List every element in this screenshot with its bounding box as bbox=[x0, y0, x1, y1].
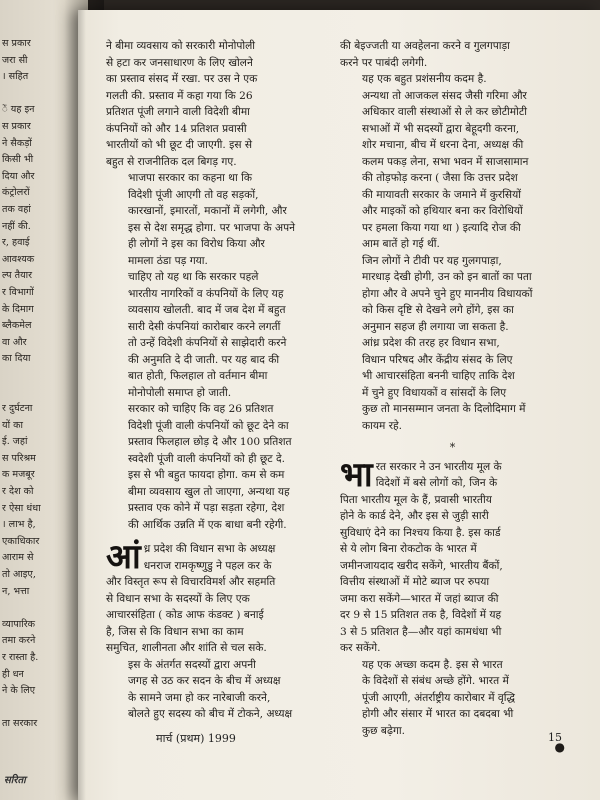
text-line: प्रस्ताव एक कोने में पड़ा सड़ता रहेगा, देश bbox=[128, 502, 285, 514]
text-line: कलम पकड़ लेना, सभा भवन में साजसामान bbox=[362, 155, 529, 168]
facing-page-line bbox=[2, 86, 70, 103]
text-line: से हटा कर जनसाधारण के लिए खोलने bbox=[106, 56, 253, 69]
paragraph-with-dropcap bbox=[340, 454, 565, 657]
text-line: जगह से उठ कर सदन के बीच में अध्यक्ष bbox=[128, 675, 281, 687]
text-line: कुछ तो मानसम्मान जनता के दिलोदिमाग में bbox=[362, 403, 526, 415]
facing-page-line: । सहित bbox=[2, 71, 29, 83]
text-line: ध्र प्रदेश की विधान सभा के अध्यक्ष bbox=[143, 543, 276, 555]
issue-date: मार्च (प्रथम) 1999 bbox=[156, 732, 236, 745]
drop-cap: भा bbox=[340, 454, 373, 495]
facing-page-line: र ऐसा धंधा bbox=[2, 502, 41, 514]
page-number: 15 bbox=[548, 731, 562, 744]
text-line: जमीनजायदाद खरीद सकेंगे, भारतीय बैंकों, bbox=[340, 559, 503, 572]
drop-cap: आं bbox=[106, 537, 141, 577]
page-footer bbox=[78, 731, 600, 751]
text-line: बीमा व्यवसाय खुल तो जाएगा, अन्यथा यह bbox=[128, 485, 290, 498]
text-line: आंध्र प्रदेश की तरह हर विधान सभा, bbox=[362, 337, 500, 349]
text-line: की आर्थिक उन्नति में एक बाधा बनी रहेगी. bbox=[128, 518, 287, 531]
text-line: भी आचारसंहिता बननी चाहिए ताकि देश bbox=[362, 370, 515, 382]
text-line: तो उन्हें विदेशी कंपनियों से साझेदारी करने bbox=[128, 337, 287, 349]
text-line: यह एक बहुत प्रशंसनीय कदम है. bbox=[362, 73, 487, 85]
facing-page-line bbox=[2, 600, 70, 617]
text-line: सभाओं में भी सदस्यों द्वारा बेहूदगी करना, bbox=[362, 122, 520, 135]
paragraph bbox=[340, 71, 565, 253]
facing-page-line: र रास्ता है. bbox=[2, 651, 39, 663]
text-line: कारखानों, इमारतों, मकानों में लगेगी, और bbox=[128, 205, 287, 217]
facing-page-line: ही धन bbox=[2, 668, 24, 680]
text-line: गलती की. प्रस्ताव में कहा गया कि 26 bbox=[106, 89, 253, 102]
facing-page-line: दिया और bbox=[2, 170, 35, 182]
text-line: बात होती, फिलहाल तो वर्तमान बीमा bbox=[128, 370, 268, 382]
text-line: भाजपा सरकार का कहना था कि bbox=[128, 172, 253, 184]
text-line: को किस दृष्टि से देखने लगे होंगे, इस का bbox=[362, 304, 514, 316]
facing-page-line: ब्लैकमेल bbox=[2, 320, 32, 332]
paragraph bbox=[106, 657, 328, 723]
text-line: जिन लोगों ने टीवी पर यह गुलगपाड़ा, bbox=[362, 254, 502, 267]
facing-page-line: ें यह इन bbox=[2, 104, 35, 116]
text-line: और माइकों को हथियार बना कर विरोधियों bbox=[362, 205, 523, 217]
text-line: समुचित, शालीनता और शांति से चल सके. bbox=[106, 642, 267, 654]
text-line: सुविधाएं देने का निश्चय किया है. इस कार्ड bbox=[340, 526, 501, 539]
facing-page-text bbox=[2, 36, 70, 733]
facing-page-line bbox=[2, 384, 70, 401]
facing-page-line: र विभागों bbox=[2, 286, 34, 298]
text-line: ने बीमा व्यवसाय को सरकारी मोनोपोली bbox=[106, 40, 256, 52]
magazine-page bbox=[78, 10, 600, 800]
text-line: भारतीय नागरिकों व कंपनियों के लिए यह bbox=[128, 287, 284, 300]
facing-page-line: । लाभ है, bbox=[2, 519, 36, 531]
facing-page-line: ने सैकड़ों bbox=[2, 137, 32, 149]
text-line: सारी देसी कंपनियां कारोबार करने लगतीं bbox=[128, 320, 281, 333]
text-line: बहुत से राजनीतिक दल बिगड़ गए. bbox=[106, 155, 237, 168]
facing-page-line: किसी भी bbox=[2, 154, 34, 166]
text-line: प्रस्ताव फिलहाल छोड़ दे और 100 प्रतिशत bbox=[128, 436, 292, 448]
facing-page-line: एकाधिकार bbox=[2, 535, 40, 547]
facing-page-line: का दिया bbox=[2, 353, 31, 365]
text-line: के विदेशों से संबंध अच्छे होंगे. भारत में bbox=[362, 675, 509, 687]
text-line: आचारसंहिता ( कोड आफ कंडक्ट ) बनाई bbox=[106, 609, 264, 621]
text-line: व्यवसाय खोलती. बाद में जब देश में बहुत bbox=[128, 304, 286, 316]
facing-page-footer: सरिता bbox=[4, 775, 26, 786]
facing-page-line: नहीं की. bbox=[2, 220, 31, 232]
facing-page-line: ल्प तैयार bbox=[2, 270, 33, 282]
text-line: अन्यथा तो आजकल संसद जैसी गरिमा और bbox=[362, 89, 527, 102]
text-line: और विस्तृत रूप से विचारविमर्श और सहमति bbox=[106, 576, 276, 588]
text-line: धनराज रामकृष्णुडु ने पहल कर के bbox=[143, 559, 272, 572]
text-line: का प्रस्ताव संसद में रखा. पर उस ने एक bbox=[106, 73, 258, 85]
text-line: 3 से 5 प्रतिशत है—और यहां कामधंधा भी bbox=[340, 625, 502, 638]
text-line: दर 9 से 15 प्रतिशत तक है, विदेशों में यह bbox=[340, 609, 502, 621]
text-line: कुछ बढ़ेगा. bbox=[362, 724, 406, 737]
text-line: पिता भारतीय मूल के हैं, प्रवासी भारतीय bbox=[340, 493, 492, 506]
text-line: होगा और वे अपने चुने हुए माननीय विधायकों bbox=[362, 287, 533, 300]
facing-page-line: क मजबूर bbox=[2, 469, 35, 481]
facing-page-line: र, हवाई bbox=[2, 237, 30, 249]
text-line: चाहिए तो यह था कि सरकार पहले bbox=[128, 271, 259, 283]
paragraph-with-dropcap bbox=[106, 537, 328, 657]
facing-page-line: कंट्रोलरों bbox=[2, 187, 30, 199]
text-line: अधिकार वाली संस्थाओं से ले कर छोटीमोटी bbox=[362, 106, 527, 118]
facing-page-line: ने के लिए bbox=[2, 685, 36, 697]
text-line: विधान परिषद और केंद्रीय संसद के लिए bbox=[362, 353, 513, 366]
facing-page-line: जरा सी bbox=[2, 54, 28, 66]
text-line: से विधान सभा के सदस्यों के लिए एक bbox=[106, 592, 250, 605]
column-1 bbox=[106, 38, 328, 723]
text-line: होने के कार्ड देने, और इस से जुड़ी सारी bbox=[340, 510, 489, 522]
facing-page-line: ई. जहां bbox=[2, 436, 28, 448]
facing-page-line: आवश्यक bbox=[2, 253, 35, 265]
text-line: शोर मचाना, बीच में धरना देना, अध्यक्ष की bbox=[362, 139, 524, 151]
text-line: मारधाड़ देखी होगी, उन को इन बातों का पता bbox=[362, 271, 532, 283]
facing-page-line: न, भत्ता bbox=[2, 585, 30, 597]
text-line: विदेशी पूंजी आएगी तो वह सड़कों, bbox=[128, 188, 259, 201]
text-line: की मायावती सरकार के जमाने में कुरसियों bbox=[362, 188, 521, 201]
facing-page-line: स प्रकार bbox=[2, 120, 31, 132]
text-line: की अनुमति दे दी जाती. पर यह बाद की bbox=[128, 353, 280, 366]
text-line: कायम रहे. bbox=[362, 419, 403, 432]
text-line: आम बातें हो गई थीं. bbox=[362, 238, 440, 250]
text-line: ही लोगों ने इस का विरोध किया और bbox=[128, 238, 265, 250]
text-line: इस से भी बहुत फायदा होगा. कम से कम bbox=[128, 469, 285, 481]
paragraph bbox=[340, 38, 565, 71]
facing-page-line: र देश को bbox=[2, 486, 34, 498]
text-line: रत सरकार ने उन भारतीय मूल के bbox=[375, 460, 502, 473]
text-line: कर सकेंगे. bbox=[340, 642, 381, 654]
text-line: पूंजी आएगी, अंतर्राष्ट्रीय कारोबार में वृद्धि bbox=[362, 691, 516, 704]
facing-page-line bbox=[2, 368, 70, 385]
text-line: मोनोपोली समाप्त हो जाती. bbox=[128, 386, 232, 399]
text-line: वित्तीय संस्थाओं में मोटे ब्याज पर रुपया bbox=[340, 576, 490, 588]
paragraph bbox=[340, 657, 565, 740]
text-line: कंपनियों को और 14 प्रतिशत प्रवासी bbox=[106, 122, 247, 135]
text-line: विदेशी पूंजी वाली कंपनियों को छूट देने का bbox=[128, 419, 289, 432]
text-line: इस के अंतर्गत सदस्यों द्वारा अपनी bbox=[128, 658, 256, 671]
text-line: से ये लोग बिना रोकटोक के भारत में bbox=[340, 543, 477, 555]
section-separator: * bbox=[449, 441, 456, 454]
text-line: अनुमान सहज ही लगाया जा सकता है. bbox=[362, 320, 509, 333]
text-line: स्वदेशी पूंजी वाली कंपनियों को ही छूट दे. bbox=[128, 452, 286, 465]
text-line: सरकार को चाहिए कि वह 26 प्रतिशत bbox=[128, 403, 274, 415]
facing-page-line: तो आइए, bbox=[2, 569, 36, 580]
text-line: विदेशों में बसे लोगों को, जिन के bbox=[375, 477, 498, 489]
column-2 bbox=[340, 38, 565, 756]
text-line: की तोड़फोड़ करना ( जैसा कि उत्तर प्रदेश bbox=[362, 172, 518, 184]
facing-page-line: तक वहां bbox=[2, 203, 31, 215]
facing-page-line: स परिश्रम bbox=[2, 452, 36, 464]
facing-page-line bbox=[2, 700, 70, 717]
text-line: है, जिस से कि विधान सभा का काम bbox=[106, 625, 244, 638]
paragraph bbox=[340, 335, 565, 434]
paragraph bbox=[106, 401, 328, 533]
text-line: की बेइज्जती या अवहेलना करने व गुलगपाड़ा bbox=[340, 40, 510, 52]
paragraph bbox=[340, 253, 565, 336]
facing-page-line: वा और bbox=[2, 336, 27, 348]
text-line: यह एक अच्छा कदम है. इस से भारत bbox=[362, 658, 503, 671]
facing-page-line: व्यापारिक bbox=[2, 618, 36, 630]
facing-page-line: आराम से bbox=[2, 552, 34, 564]
text-line: पर हमला किया गया था ) इत्यादि रोज की bbox=[362, 221, 521, 234]
text-line: होगी और संसार में भारत का दबदबा भी bbox=[362, 708, 514, 720]
text-line: जमा करा सकेंगे—भारत में जहां ब्याज की bbox=[340, 592, 499, 605]
text-line: बोलते हुए सदस्य को बीच में टोकने, अध्यक्ष bbox=[128, 708, 293, 720]
paragraph bbox=[106, 38, 328, 170]
text-line: मामला ठंडा पड़ गया. bbox=[128, 254, 208, 267]
facing-page-line: ता सरकार bbox=[2, 718, 38, 730]
facing-page-line: र दुर्घटना bbox=[2, 403, 33, 415]
text-line: के सामने जमा हो कर नारेबाजी करने, bbox=[128, 691, 271, 704]
paragraph bbox=[106, 170, 328, 269]
end-mark: ● bbox=[554, 740, 565, 754]
text-line: इस से देश समृद्ध होगा. पर भाजपा के अपने bbox=[128, 221, 295, 234]
text-line: करने पर पाबंदी लगेगी. bbox=[340, 56, 428, 69]
facing-page-line: यों का bbox=[2, 419, 23, 431]
text-line: भारतीयों को भी छूट दी जाएगी. इस से bbox=[106, 139, 253, 151]
text-line: प्रतिशत पूंजी लगाने वाली विदेशी बीमा bbox=[106, 106, 250, 118]
facing-page-line: तमा करने bbox=[2, 635, 36, 647]
facing-page-line: के दिमाग bbox=[2, 303, 34, 315]
facing-page-line: स प्रकार bbox=[2, 38, 31, 49]
paragraph bbox=[106, 269, 328, 401]
text-line: में चुने हुए विधायकों व सांसदों के लिए bbox=[362, 386, 507, 399]
page-fold bbox=[78, 10, 86, 800]
